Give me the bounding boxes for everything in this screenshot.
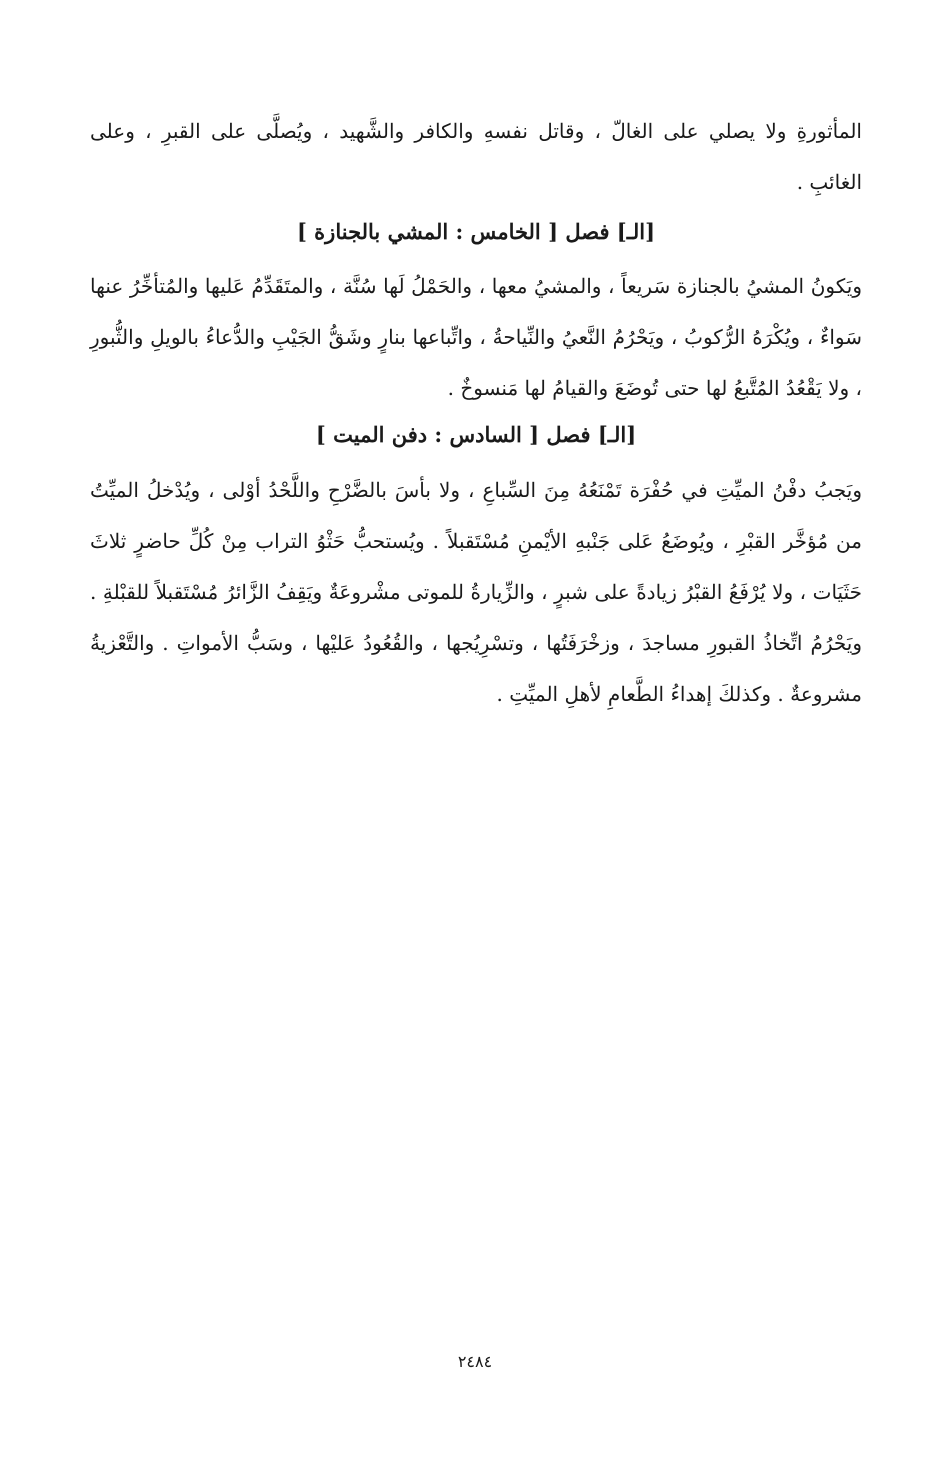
page-number: ٢٤٨٤: [457, 1352, 493, 1371]
paragraph-walking-with-funeral: ويَكونُ المشيُ بالجنازة سَريعاً ، والمشيُ معها ، والحَمْلُ لَها سُنَّة ، والمتَقَدِّمُ عَليها والمُتأخِّرُ عنها سَواءٌ ، ويُكْرَهُ الرُّكوبُ ، ويَحْرُمُ النَّعيُ والنِّياحةُ ، واتِّباعها بنارٍ وشَقُّ الجَيْبِ والدُّعاءُ بالويلِ والثُّبورِ ، ولا يَقْعُدُ المُتَّبعُ لها حتى تُوضَعَ والقيامُ لها مَنسوخٌ .: [90, 274, 862, 400]
section-heading-walking-with-funeral: [الـ] فصل [ الخامس : المشي بالجنازة ]: [296, 219, 656, 244]
paragraph-burial: ويَجبُ دفْنُ الميِّتِ في حُفْرَة تَمْنَعُهُ مِنَ السِّباعِ ، ولا بأسَ بالضَّرْحِ واللَّحْدُ أوْلى ، ويُدْخلُ الميِّتُ من مُؤخَّر القبْرِ ، ويُوضَعُ عَلى جَنْبهِ الأيْمنِ مُسْتَقبلاً . ويُستحبُّ حَثْوُ التراب مِنْ كُلِّ حاضرٍ ثلاثَ حَثَيَات ، ولا يُرْفَعُ القبْرُ زيادةً على شبرٍ ، والزِّيارةُ للموتى مشْروعَةٌ ويَقِفُ الزَّائرُ مُسْتَقبلاً للقبْلةِ . ويَحْرُمُ اتِّخاذُ القبورِ مساجدَ ، وزخْرَفَتُها ، وتسْرِيُجها ، والقُعُودُ عَليْها ، وسَبُّ الأمواتِ . والتَّعْزيةُ مشروعةٌ . وكذلكَ إهداءُ الطَّعامِ لأهلِ الميِّتِ .: [90, 478, 862, 706]
paragraph-funeral-prayer-end: المأثورةِ ولا يصلي على الغالّ ، وقاتل نفسهِ والكافر والشَّهيد ، ويُصلَّى على القبرِ ، وعلى الغائبِ .: [90, 119, 862, 194]
section-heading-burial: [الـ] فصل [ السادس : دفن الميت ]: [315, 422, 637, 447]
